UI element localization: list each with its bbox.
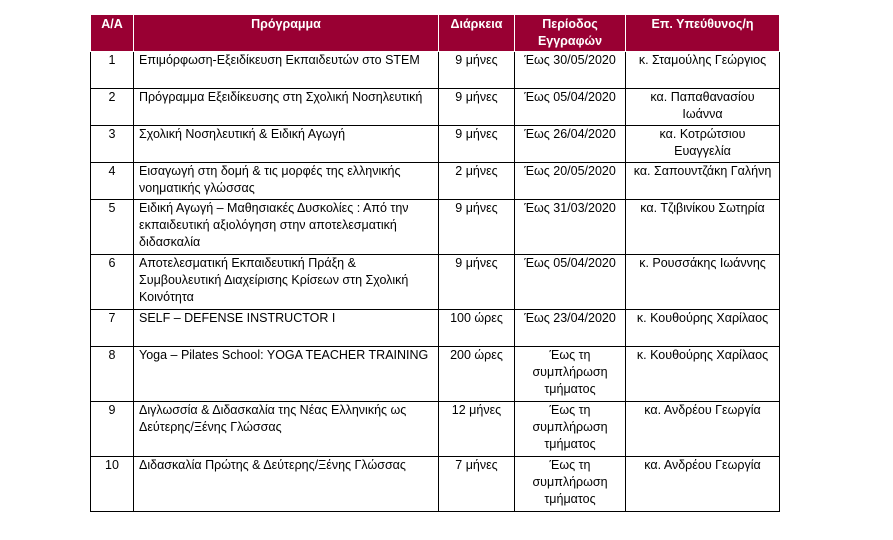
responsible-person: κ. Σταμούλης Γεώργιος [626, 52, 780, 89]
table-row [91, 255, 780, 310]
table-row [91, 402, 780, 457]
row-number: 4 [91, 163, 134, 200]
registration-period: Έως 05/04/2020 [515, 255, 626, 310]
program-duration: 9 μήνες [439, 52, 515, 89]
row-number: 6 [91, 255, 134, 310]
registration-period: Έως 30/05/2020 [515, 52, 626, 89]
responsible-person: κα. Παπαθανασίου Ιωάννα [626, 89, 780, 126]
table-row [91, 457, 780, 512]
registration-period: Έως τη συμπλήρωση τμήματος [515, 457, 626, 512]
table-row [91, 310, 780, 347]
row-number: 10 [91, 457, 134, 512]
table-row [91, 126, 780, 163]
program-name: Επιμόρφωση-Εξειδίκευση Εκπαιδευτών στο STEM [134, 52, 439, 89]
row-number: 2 [91, 89, 134, 126]
program-name: SELF – DEFENSE INSTRUCTOR I [134, 310, 439, 347]
responsible-person: κα. Σαπουντζάκη Γαλήνη [626, 163, 780, 200]
table-row [91, 200, 780, 255]
table-row [91, 89, 780, 126]
program-duration: 7 μήνες [439, 457, 515, 512]
registration-period: Έως 23/04/2020 [515, 310, 626, 347]
row-number: 7 [91, 310, 134, 347]
program-duration: 200 ώρες [439, 347, 515, 402]
program-name: Διγλωσσία & Διδασκαλία της Νέας Ελληνικής ως Δεύτερης/Ξένης Γλώσσας [134, 402, 439, 457]
registration-period: Έως 26/04/2020 [515, 126, 626, 163]
table-row [91, 52, 780, 89]
header-responsible: Επ. Υπεύθυνος/η [626, 15, 780, 52]
responsible-person: κα. Κοτρώτσιου Ευαγγελία [626, 126, 780, 163]
registration-period: Έως 05/04/2020 [515, 89, 626, 126]
row-number: 3 [91, 126, 134, 163]
responsible-person: κα. Ανδρέου Γεωργία [626, 457, 780, 512]
registration-period: Έως τη συμπλήρωση τμήματος [515, 402, 626, 457]
header-row [91, 15, 780, 52]
registration-period: Έως 31/03/2020 [515, 200, 626, 255]
row-number: 9 [91, 402, 134, 457]
program-name: Σχολική Νοσηλευτική & Ειδική Αγωγή [134, 126, 439, 163]
programs-table [90, 14, 780, 512]
responsible-person: κ. Κουθούρης Χαρίλαος [626, 310, 780, 347]
row-number: 1 [91, 52, 134, 89]
responsible-person: κ. Ρουσσάκης Ιωάννης [626, 255, 780, 310]
program-duration: 9 μήνες [439, 200, 515, 255]
registration-period: Έως τη συμπλήρωση τμήματος [515, 347, 626, 402]
header-duration: Διάρκεια [439, 15, 515, 52]
program-name: Αποτελεσματική Εκπαιδευτική Πράξη & Συμβουλευτική Διαχείρισης Κρίσεων στη Σχολική Κοινότητα [134, 255, 439, 310]
program-duration: 9 μήνες [439, 126, 515, 163]
header-program: Πρόγραμμα [134, 15, 439, 52]
responsible-person: κα. Τζιβινίκου Σωτηρία [626, 200, 780, 255]
row-number: 5 [91, 200, 134, 255]
program-duration: 9 μήνες [439, 89, 515, 126]
responsible-person: κα. Ανδρέου Γεωργία [626, 402, 780, 457]
program-name: Πρόγραμμα Εξειδίκευσης στη Σχολική Νοσηλευτική [134, 89, 439, 126]
program-duration: 100 ώρες [439, 310, 515, 347]
header-num: Α/Α [91, 15, 134, 52]
program-name: Διδασκαλία Πρώτης & Δεύτερης/Ξένης Γλώσσας [134, 457, 439, 512]
program-duration: 9 μήνες [439, 255, 515, 310]
program-duration: 12 μήνες [439, 402, 515, 457]
responsible-person: κ. Κουθούρης Χαρίλαος [626, 347, 780, 402]
header-registration: Περίοδος Εγγραφών [515, 15, 626, 52]
program-name: Yoga – Pilates School: YOGA TEACHER TRAINING [134, 347, 439, 402]
program-name: Εισαγωγή στη δομή & τις μορφές της ελληνικής νοηματικής γλώσσας [134, 163, 439, 200]
table-row [91, 163, 780, 200]
program-duration: 2 μήνες [439, 163, 515, 200]
registration-period: Έως 20/05/2020 [515, 163, 626, 200]
program-name: Ειδική Αγωγή – Μαθησιακές Δυσκολίες : Από την εκπαιδευτική αξιολόγηση στην αποτελεσματική διδασκαλία [134, 200, 439, 255]
table-row [91, 347, 780, 402]
row-number: 8 [91, 347, 134, 402]
